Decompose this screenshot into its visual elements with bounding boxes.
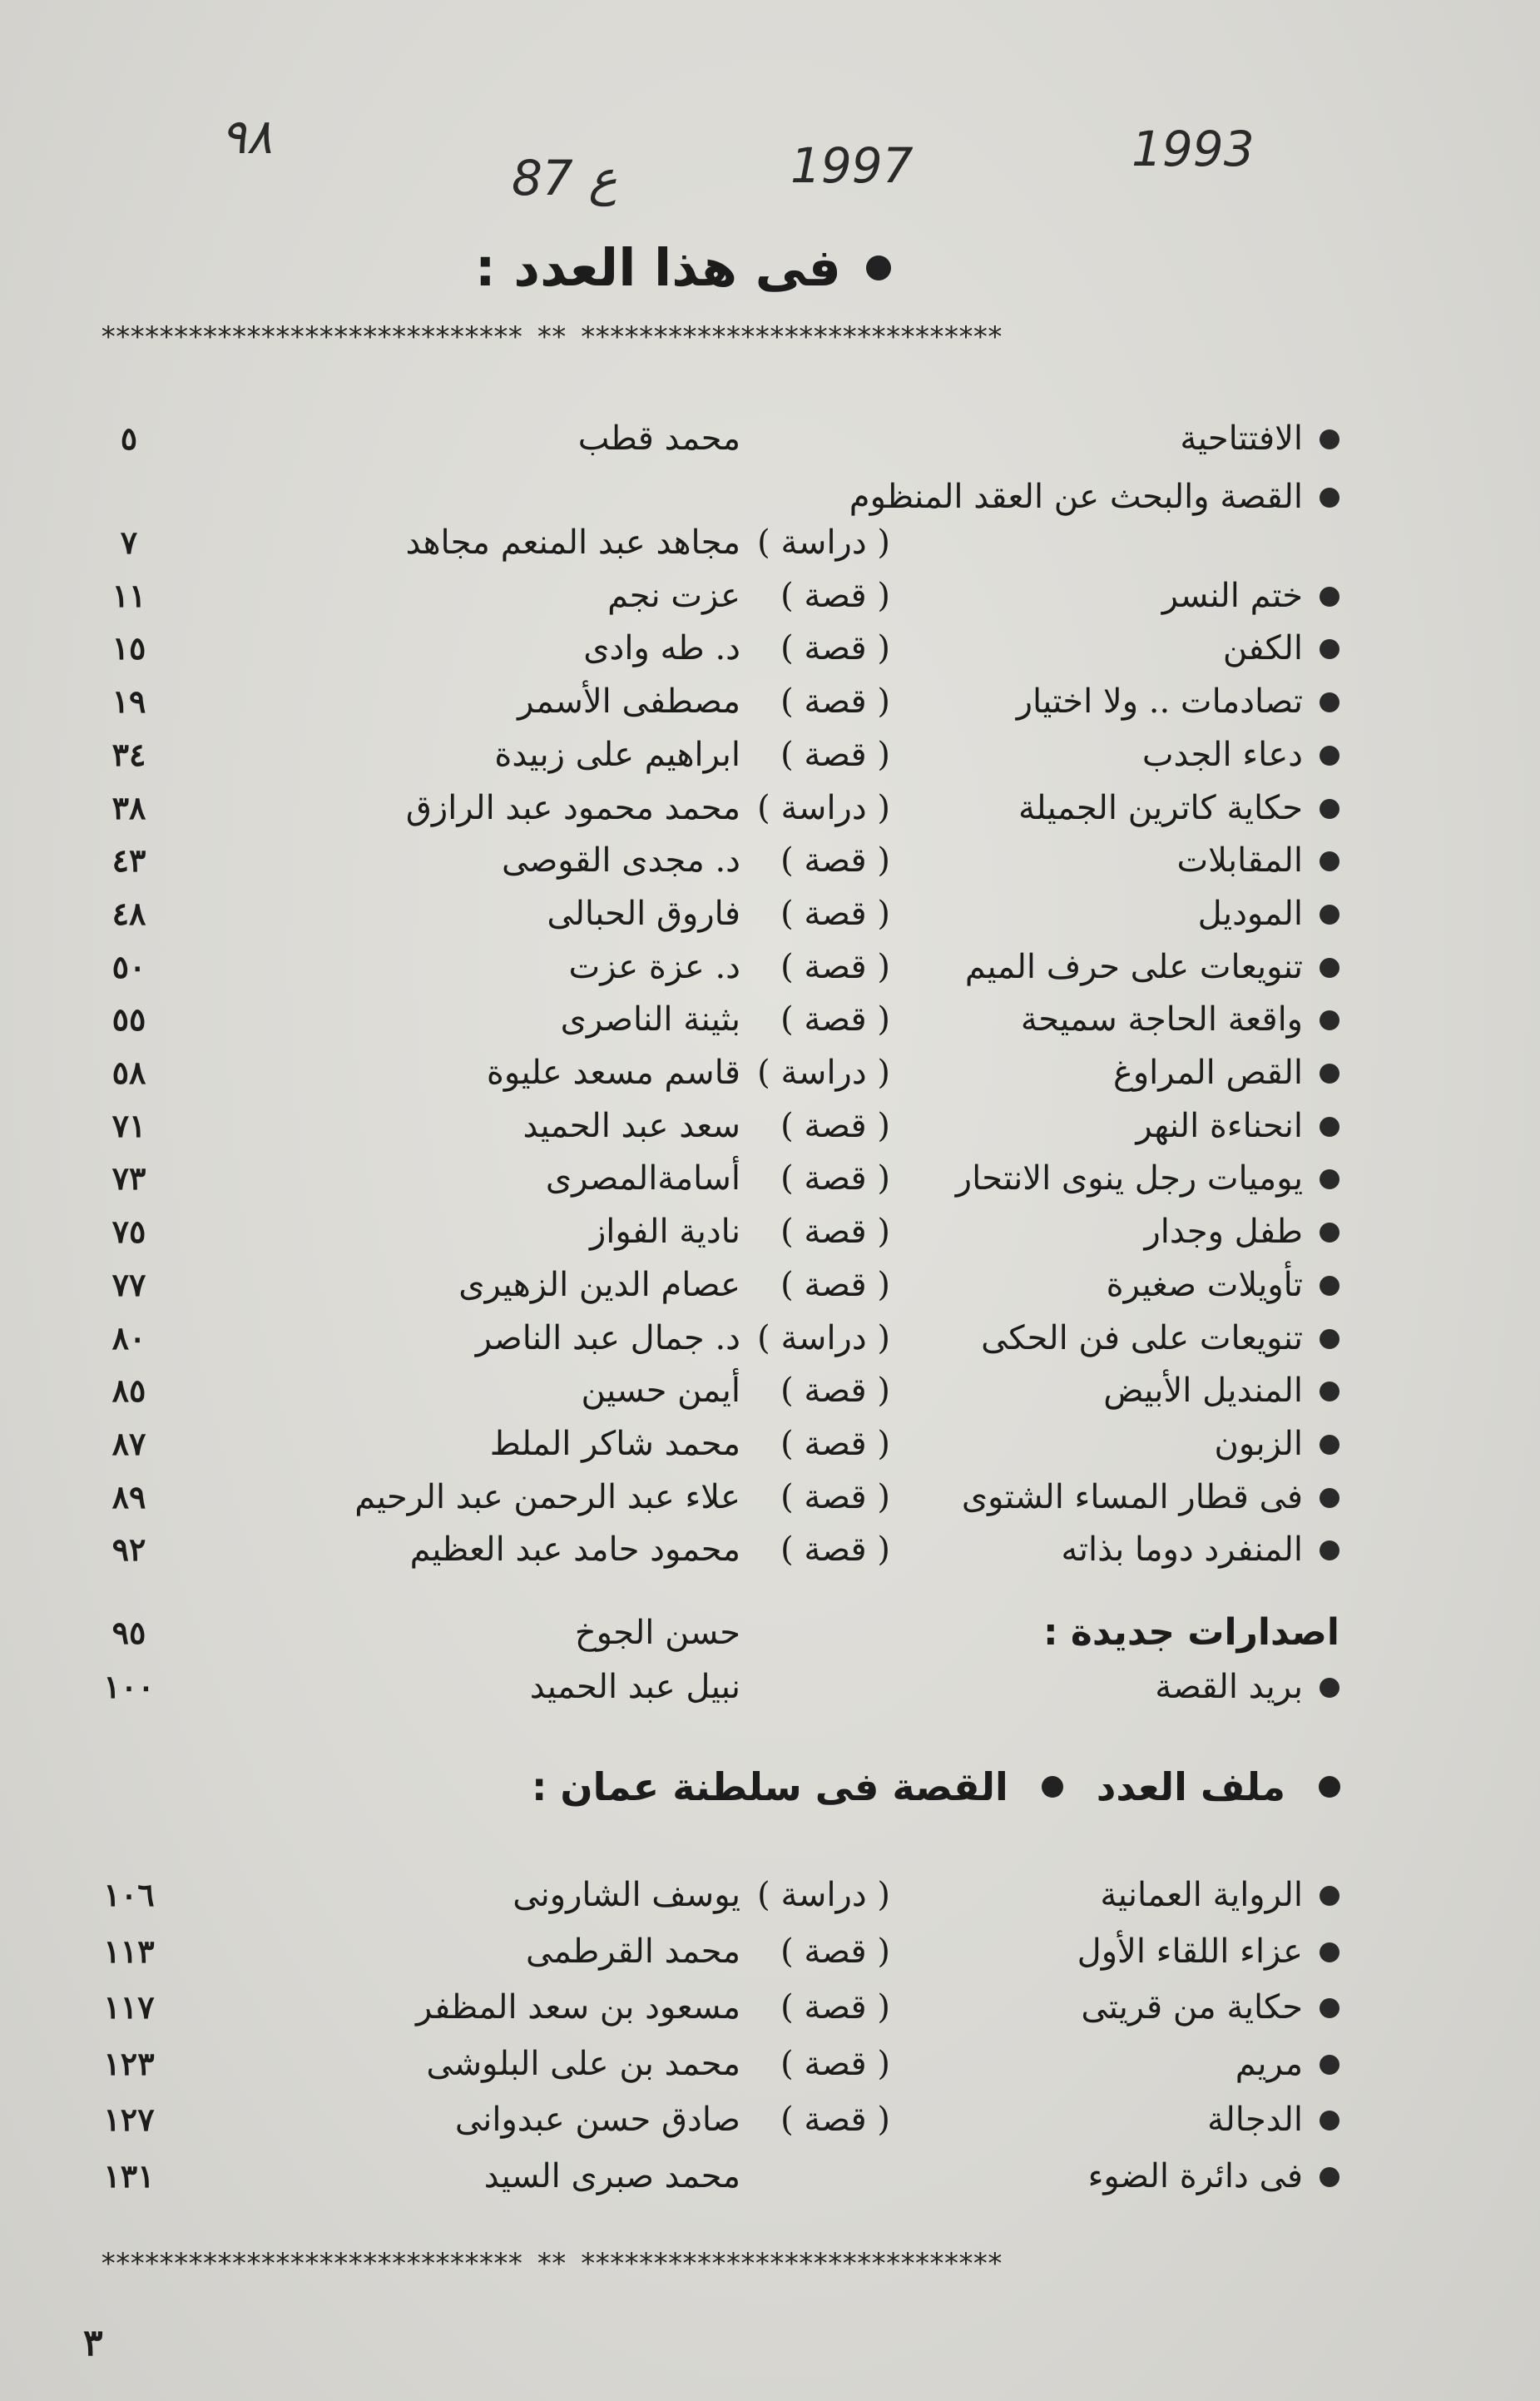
entry-title: الافتتاحية: [1180, 419, 1303, 458]
contents-row: [83, 569, 1339, 623]
entry-page: ٥٠: [111, 947, 146, 985]
entry-author: قاسم مسعد عليوة: [486, 1054, 740, 1092]
entry-page: ٤٨: [111, 894, 146, 932]
entry-title: الدجالة: [1207, 2101, 1303, 2139]
entry-genre: ( دراسة ): [757, 788, 890, 827]
entry-title: تأويلات صغيرة: [1106, 1265, 1303, 1304]
contents-row: [83, 1471, 1339, 1524]
entry-title: القص المراوغ: [1112, 1054, 1303, 1092]
bullet-icon: [1320, 1488, 1339, 1508]
bullet-icon: [1320, 429, 1339, 449]
contents-row: [83, 1417, 1339, 1471]
entry-title: عزاء اللقاء الأول: [1077, 1932, 1303, 1971]
contents-row: [83, 993, 1339, 1046]
entry-author: علاء عبد الرحمن عبد الرحيم: [354, 1477, 740, 1516]
entry-genre: ( قصة ): [780, 1159, 890, 1198]
contents-row: [83, 940, 1339, 994]
entry-genre: ( دراسة ): [757, 1054, 890, 1092]
mail-page: ١٠٠: [103, 1668, 155, 1705]
entry-page: ١٣١: [103, 2156, 155, 2195]
entry-page: ٧١: [111, 1106, 146, 1144]
bullet-icon: [1320, 1223, 1339, 1243]
entry-title: حكاية كاترين الجميلة: [1018, 788, 1303, 827]
entry-title: الكفن: [1222, 629, 1303, 668]
entry-page: ٧: [120, 523, 138, 561]
entry-title: الموديل: [1197, 894, 1303, 933]
entry-page: ٨٩: [111, 1477, 146, 1516]
bullet-icon: [1320, 587, 1339, 607]
bullet-icon: [1320, 1329, 1339, 1349]
bullet-icon: [1319, 1776, 1340, 1798]
entry-title: حكاية من قريتى: [1081, 1988, 1303, 2026]
contents-row: [83, 1258, 1339, 1312]
page-title: [475, 237, 891, 298]
contents-row: [83, 516, 1339, 569]
contents-row: [83, 728, 1339, 781]
entry-genre: ( قصة ): [780, 1477, 890, 1516]
entry-author: أيمن حسين: [581, 1372, 740, 1411]
contents-row: [83, 1981, 1339, 2034]
handwritten-note-3: 1997: [790, 137, 914, 194]
entry-title: القصة والبحث عن العقد المنظوم: [849, 478, 1303, 516]
file-heading: [532, 1764, 1340, 1809]
bullet-icon: [1320, 2055, 1339, 2075]
bullet-icon: [1320, 746, 1339, 766]
mail-author: نبيل عبد الحميد: [529, 1668, 740, 1706]
handwritten-note-1: ٩٨: [220, 108, 273, 165]
entry-genre: ( قصة ): [780, 2044, 890, 2083]
contents-row: [83, 781, 1339, 835]
entry-author: د. طه وادى: [583, 629, 740, 668]
entry-page: ١٠٦: [103, 1876, 155, 1913]
entry-genre: ( قصة ): [780, 1932, 890, 1971]
entry-author: محمود حامد عبد العظيم: [409, 1530, 740, 1570]
entry-genre: ( قصة ): [780, 1530, 890, 1570]
new-releases-author: حسن الجوخ: [574, 1614, 740, 1652]
contents-row: [83, 622, 1339, 675]
entry-title: ختم النسر: [1161, 576, 1303, 615]
bullet-icon: [1320, 1010, 1339, 1030]
file-subject: القصة فى سلطنة عمان :: [531, 1764, 1008, 1809]
contents-row: [83, 1099, 1339, 1153]
entry-title: تصادمات .. ولا اختيار: [1016, 682, 1303, 722]
bullet-icon: [1320, 1886, 1339, 1906]
entry-title: تنويعات على حرف الميم: [964, 947, 1303, 986]
entry-genre: ( قصة ): [780, 2101, 890, 2139]
entry-title: انحناءة النهر: [1136, 1106, 1303, 1145]
contents-row: [83, 412, 1339, 465]
bullet-icon: [1320, 1435, 1339, 1455]
entry-genre: ( قصة ): [780, 1988, 890, 2026]
entry-title: المقابلات: [1176, 841, 1303, 881]
bullet-icon: [1320, 1942, 1339, 1962]
mail-row: [83, 1660, 1339, 1714]
entry-genre: ( قصة ): [780, 629, 890, 668]
entry-author: ابراهيم على زبيدة: [494, 735, 740, 774]
entry-page: ٥٨: [111, 1054, 146, 1091]
contents-row: [83, 834, 1339, 887]
entry-genre: ( قصة ): [780, 841, 890, 881]
entry-page: ٨٥: [111, 1372, 146, 1410]
new-releases-title: اصدارات جديدة :: [1043, 1611, 1339, 1654]
bullet-icon: [1320, 1540, 1339, 1560]
entry-genre: ( قصة ): [780, 894, 890, 933]
bullet-icon: [1320, 1117, 1339, 1137]
entry-page: ١١٣: [103, 1932, 155, 1970]
contents-row: [83, 2150, 1339, 2203]
entry-title: يوميات رجل ينوى الانتحار: [955, 1159, 1303, 1198]
entry-page: ٧٣: [111, 1159, 146, 1198]
entry-author: د. مجدى القوصى: [501, 841, 740, 881]
entry-author: نادية الفواز: [589, 1213, 740, 1252]
entry-page: ١٢٣: [103, 2044, 155, 2082]
entry-author: د. عزة عزت: [568, 947, 740, 986]
contents-row: [83, 1152, 1339, 1205]
entry-author: محمد قطب: [577, 419, 740, 458]
entry-title: واقعة الحاجة سميحة: [1020, 1000, 1303, 1039]
entry-genre: ( دراسة ): [757, 1318, 890, 1357]
bullet-icon: [1320, 1998, 1339, 2018]
bullet-icon: [1320, 1382, 1339, 1401]
entry-page: ٨٧: [111, 1424, 146, 1462]
entry-genre: ( دراسة ): [757, 1876, 890, 1914]
contents-row: [83, 1523, 1339, 1576]
contents-row: [83, 1364, 1339, 1417]
new-releases-page: ٩٥: [111, 1614, 146, 1651]
contents-row: [83, 2037, 1339, 2091]
entry-author: سعد عبد الحميد: [522, 1106, 740, 1145]
entry-page: ٧٥: [111, 1213, 146, 1251]
entry-title: طفل وجدار: [1144, 1213, 1303, 1252]
entry-title: الرواية العمانية: [1100, 1876, 1303, 1914]
entry-page: ١١٧: [103, 1988, 155, 2026]
contents-row: [83, 887, 1339, 940]
bullet-icon: [1042, 1776, 1063, 1798]
entry-author: يوسف الشارونى: [513, 1876, 740, 1914]
entry-author: عزت نجم: [607, 576, 740, 615]
entry-title: المنديل الأبيض: [1103, 1372, 1303, 1411]
entry-page: ١٢٧: [103, 2101, 155, 2138]
handwritten-note-2: 87 ع: [512, 150, 617, 206]
contents-row: [83, 675, 1339, 728]
star-divider-top: ***************************** ** *****************************: [100, 320, 1002, 354]
entry-author: مصطفى الأسمر: [517, 682, 740, 722]
handwritten-note-4: 1993: [1131, 121, 1255, 177]
entry-page: ١٩: [111, 682, 146, 721]
entry-author: مسعود بن سعد المظفر: [416, 1988, 740, 2026]
entry-page: ٥٥: [111, 1000, 146, 1039]
contents-row: [83, 1925, 1339, 1978]
entry-page: ٥: [120, 419, 138, 457]
bullet-icon: [1320, 488, 1339, 508]
entry-title: مريم: [1235, 2044, 1303, 2083]
entry-genre: ( قصة ): [780, 1213, 890, 1252]
entry-title: الزبون: [1214, 1424, 1303, 1463]
entry-genre: ( قصة ): [780, 1424, 890, 1463]
entry-author: أسامةالمصرى: [545, 1159, 740, 1198]
entry-author: محمد القرطمى: [526, 1932, 740, 1971]
entry-author: د. جمال عبد الناصر: [475, 1318, 740, 1357]
contents-row: [83, 1312, 1339, 1365]
entry-author: محمد صبرى السيد: [483, 2156, 740, 2195]
entry-author: فاروق الحبالى: [547, 894, 740, 933]
entry-author: محمد بن على البلوشى: [426, 2044, 740, 2083]
page-number: ٣: [83, 2322, 103, 2364]
entry-page: ٨٠: [111, 1318, 146, 1357]
mail-title: بريد القصة: [1155, 1668, 1303, 1706]
title-text: فى هذا العدد :: [474, 237, 841, 298]
bullet-icon: [1320, 2167, 1339, 2187]
contents-row: [83, 1868, 1339, 1922]
entry-author: مجاهد عبد المنعم مجاهد: [405, 523, 740, 562]
bullet-icon: [866, 255, 891, 280]
entry-page: ١١: [111, 576, 146, 614]
bullet-icon: [1320, 958, 1339, 978]
entry-genre: ( قصة ): [780, 1000, 890, 1039]
entry-author: محمد محمود عبد الرازق: [405, 788, 740, 827]
bullet-icon: [1320, 1064, 1339, 1084]
bullet-icon: [1320, 1169, 1339, 1189]
entry-page: ٩٢: [111, 1530, 146, 1569]
entry-page: ٣٤: [111, 735, 146, 773]
entry-page: ٣٨: [111, 788, 146, 826]
entry-page: ٧٧: [111, 1265, 146, 1303]
bullet-icon: [1320, 2111, 1339, 2131]
entry-title: فى قطار المساء الشتوى: [961, 1477, 1303, 1516]
entry-author: محمد شاكر الملط: [489, 1424, 740, 1463]
star-divider-bottom: ***************************** ** *****************************: [100, 2247, 1002, 2280]
bullet-icon: [1320, 1678, 1339, 1698]
entry-title: تنويعات على فن الحكى: [981, 1318, 1303, 1357]
new-releases-row: [83, 1606, 1339, 1659]
entry-author: بثينة الناصرى: [560, 1000, 740, 1039]
bullet-icon: [1320, 692, 1339, 712]
entry-author: صادق حسن عبدوانى: [454, 2101, 740, 2139]
bullet-icon: [1320, 1276, 1339, 1296]
entry-genre: ( قصة ): [780, 1372, 890, 1411]
entry-genre: ( قصة ): [780, 1106, 890, 1145]
file-label: ملف العدد: [1096, 1764, 1285, 1809]
entry-title: المنفرد دوما بذاته: [1061, 1530, 1303, 1570]
entry-genre: ( قصة ): [780, 947, 890, 986]
contents-row: [83, 1205, 1339, 1258]
entry-genre: ( دراسة ): [757, 523, 890, 562]
entry-genre: ( قصة ): [780, 735, 890, 774]
entry-page: ١٥: [111, 629, 146, 667]
entry-genre: ( قصة ): [780, 682, 890, 722]
entry-genre: ( قصة ): [780, 1265, 890, 1304]
entry-genre: ( قصة ): [780, 576, 890, 615]
bullet-icon: [1320, 799, 1339, 819]
bullet-icon: [1320, 851, 1339, 871]
entry-page: ٤٣: [111, 841, 146, 880]
bullet-icon: [1320, 905, 1339, 925]
entry-author: عصام الدين الزهيرى: [458, 1265, 740, 1304]
entry-title: دعاء الجدب: [1141, 735, 1303, 774]
entry-title: فى دائرة الضوء: [1087, 2156, 1303, 2195]
contents-row: [83, 1046, 1339, 1099]
bullet-icon: [1320, 639, 1339, 659]
contents-row: [83, 2093, 1339, 2146]
